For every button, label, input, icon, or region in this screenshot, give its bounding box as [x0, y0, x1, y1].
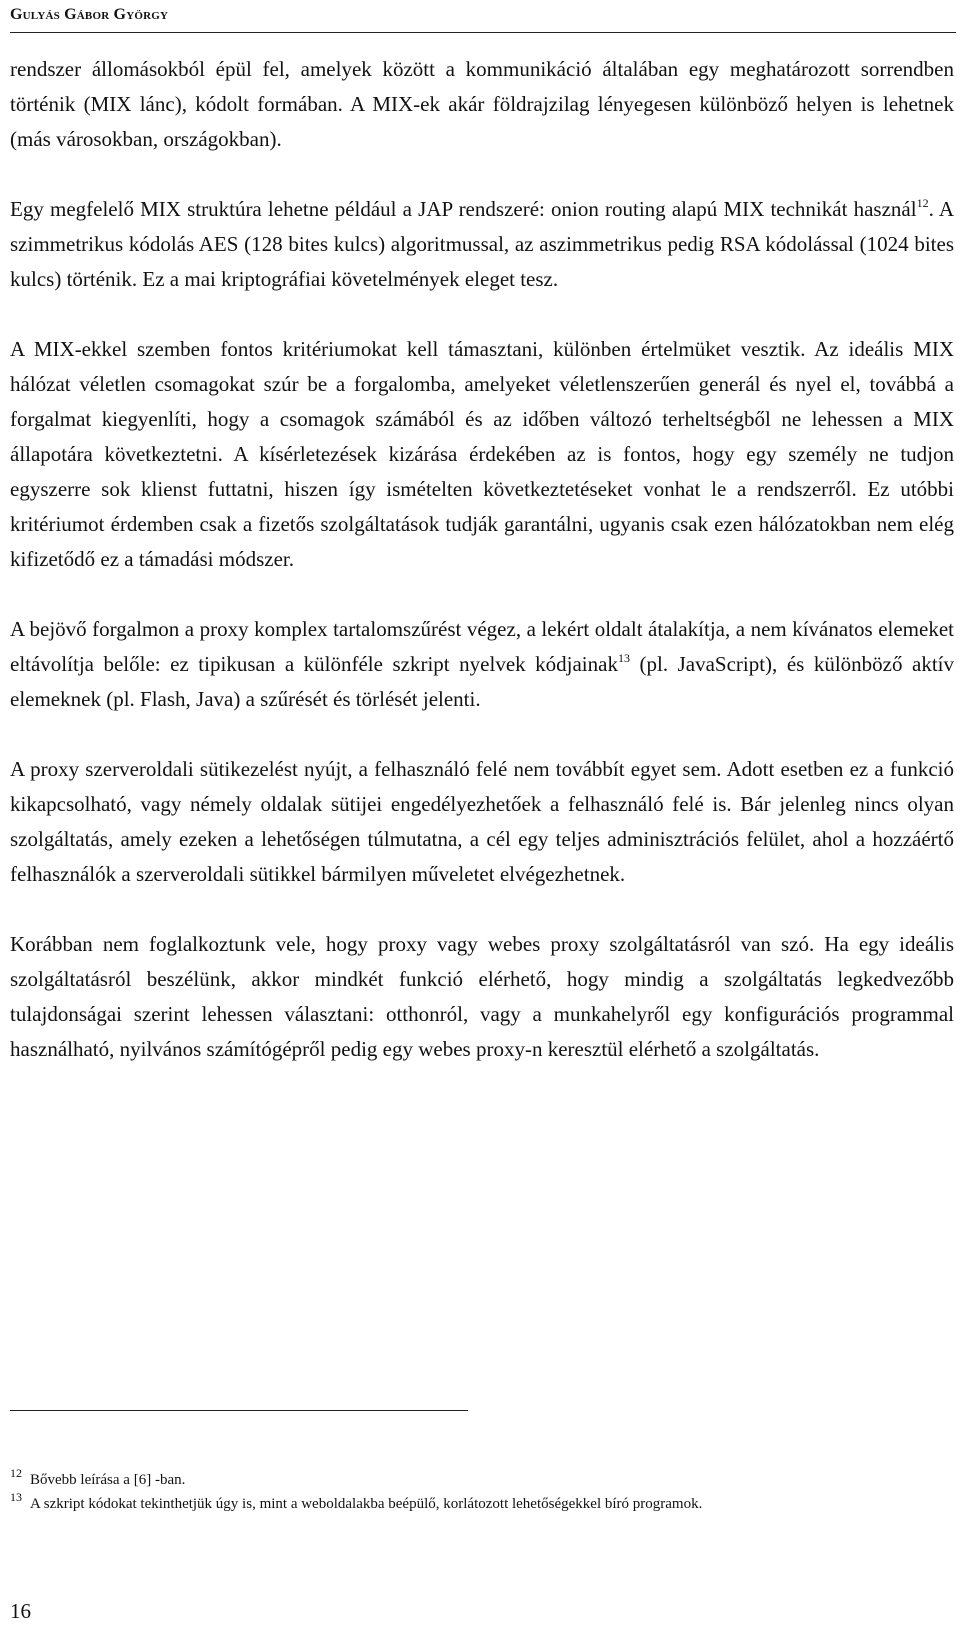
footnotes [10, 1468, 954, 1516]
footnote-separator [10, 1410, 468, 1411]
footnote-text: A szkript kódokat tekinthetjük úgy is, mint a weboldalakba beépülő, korlátozott lehetőségekkel bíró programok. [30, 1496, 703, 1512]
paragraph-1: rendszer állomásokból épül fel, amelyek között a kommunikáció általában egy meghatározott sorrendben történik (MIX lánc), kódolt formában. A MIX-ek akár földrajzilag lényegesen különböző helyen is lehetnek (más városokban, országokban). [10, 57, 954, 151]
footnote-ref-12[interactable]: 12 [916, 196, 929, 210]
footnote-number: 13 [10, 1490, 22, 1504]
paragraph-6: Korábban nem foglalkoztunk vele, hogy proxy vagy webes proxy szolgáltatásról van szó. Ha egy ideális szolgáltatásról beszélünk, akkor mindkét funkció elérhető, hogy mindig a szolgáltatás legkedvezőbb tulajdonságai szerint lehessen választani: otthonról, vagy a munkahelyről egy konfigurációs programmal használható, nyilvános számítógépről pedig egy webes proxy-n keresztül elérhető a szolgáltatás. [10, 932, 954, 1061]
paragraph-5: A proxy szerveroldali sütikezelést nyújt, a felhasználó felé nem továbbít egyet sem. Adott esetben ez a funkció kikapcsolható, vagy némely oldalak sütijei engedélyezhetőek a felhasználó felé is. Bár jelenleg nincs olyan szolgáltatás, amely ezeken a lehetőségen túlmutatna, a cél egy teljes adminisztrációs felület, ahol a hozzáértő felhasználók a szerveroldali sütikkel bármilyen műveletet elvégezhetnek. [10, 757, 954, 886]
paragraph-3: A MIX-ekkel szemben fontos kritériumokat kell támasztani, különben értelmüket vesztik. Az ideális MIX hálózat véletlen csomagokat szúr be a forgalomba, amelyeket véletlenszerűen generál és nyel el, továbbá a forgalmat kiegyenlíti, hogy a csomagok számából és az időben változó terheltségből ne lehessen a MIX állapotára következtetni. A kísérletezések kizárása érdekében az is fontos, hogy egy személy ne tudjon egyszerre sok klienst futtatni, hiszen így ismételten következtetéseket vonhat le a rendszerről. Ez utóbbi kritériumot érdemben csak a fizetős szolgáltatások tudják garantálni, ugyanis csak ezen hálózatokban nem elég kifizetődő ez a támadási módszer. [10, 337, 954, 571]
footnote-12 [10, 1468, 954, 1492]
footnote-ref-13[interactable]: 13 [617, 651, 630, 665]
body-text [10, 52, 954, 1102]
paragraph-4-text-a: A bejövő forgalmon a proxy komplex tartalomszűrést végez, a lekért oldalt átalakítja, a nem kívánatos elemeket eltávolítja belőle: ez tipikusan a különféle szkript nyelvek kódjainak [10, 617, 954, 676]
footnote-text: Bővebb leírása a [6] -ban. [30, 1472, 186, 1488]
header-rule [10, 32, 956, 33]
paragraph-4-text-b: (pl. JavaScript), és különböző aktív elemeknek (pl. Flash, Java) a szűrését és törlését jelenti. [10, 652, 954, 711]
paragraph-2-text-b: . A szimmetrikus kódolás AES (128 bites kulcs) algoritmussal, az aszimmetrikus pedig RSA kódolással (1024 bites kulcs) történik. Ez a mai kriptográfiai követelmények eleget tesz. [10, 197, 954, 291]
footnote-13 [10, 1492, 954, 1516]
paragraph-2 [10, 192, 954, 297]
paragraph-4 [10, 612, 954, 717]
paragraph-2-text-a: Egy megfelelő MIX struktúra lehetne például a JAP rendszeré: onion routing alapú MIX technikát használ [10, 197, 917, 221]
footnote-number: 12 [10, 1466, 22, 1480]
page-number: 16 [10, 1599, 31, 1623]
running-header: Gulyás Gábor György [10, 6, 169, 23]
